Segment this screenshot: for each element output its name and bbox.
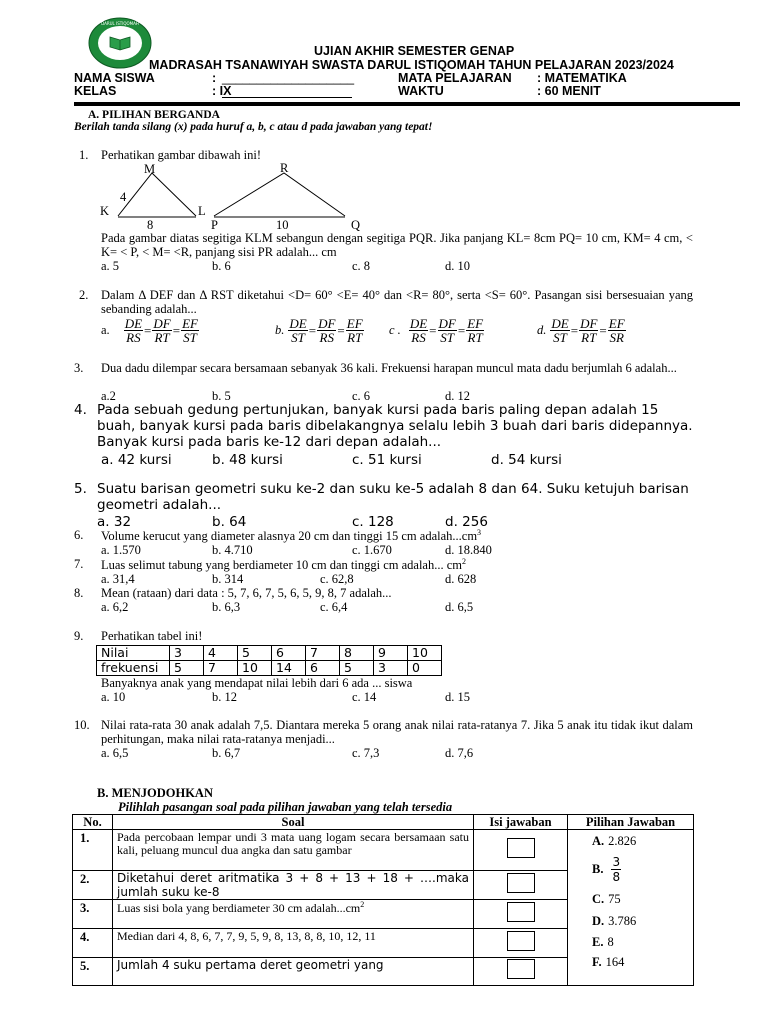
q10-text: Nilai rata-rata 30 anak adalah 7,5. Diantara mereka 5 orang anak nilai rata-ratanya 7. Jika 5 anak itu tidak ikut dalam perhitungan, maka nilai rata-ratanya menjadi...	[101, 718, 693, 746]
q9-row-nilai	[97, 646, 442, 661]
section-b-title: B. MENJODOHKAN	[97, 786, 213, 800]
q7-text-body: Luas selimut tabung yang berdiameter 10 cm dan tinggi cm adalah... cm	[101, 558, 463, 573]
q9-row-frekuensi	[97, 661, 442, 676]
choice-letter: D.	[592, 914, 605, 928]
q10-option-d[interactable]: d. 7,6	[445, 746, 474, 760]
q6-number: 6.	[74, 528, 84, 542]
frac-num: DE	[551, 316, 569, 331]
q5-option-d[interactable]: d. 256	[445, 514, 488, 530]
svg-text:DARUL ISTIQOMAH: DARUL ISTIQOMAH	[101, 21, 139, 26]
frac-num: DF	[438, 316, 456, 331]
kelas-value: : IX	[212, 84, 232, 98]
answer-box[interactable]	[507, 873, 535, 893]
col-header-pilihan-jawaban: Pilihan Jawaban	[568, 815, 694, 830]
frac-num: DE	[409, 316, 428, 331]
q2-option-b[interactable]	[275, 317, 364, 344]
q8-option-d[interactable]: d. 6,5	[445, 600, 474, 614]
frac-den: RT	[581, 330, 597, 345]
section-a-instruction: Berilah tanda silang (x) pada huruf a, b, c atau d pada jawaban yang tepat!	[74, 121, 433, 133]
table-row	[73, 830, 694, 871]
table-cell: 7	[204, 661, 238, 676]
q1-option-a[interactable]: a. 5	[101, 259, 120, 273]
q3-option-d[interactable]: d. 12	[445, 389, 470, 403]
q1-label-kl: 8	[147, 218, 154, 232]
q1-label-r: R	[280, 161, 289, 175]
choice-c	[592, 888, 692, 910]
frac-den: ST	[183, 330, 197, 345]
q3-option-c[interactable]: c. 6	[352, 389, 371, 403]
row-number: 1.	[73, 830, 113, 871]
q2-text: Dalam Δ DEF dan Δ RST diketahui <D= 60° <E= 40° dan <R= 80°, serta <S= 60°. Pasangan sisi bersesuaian yang sebanding adalah...	[101, 288, 693, 316]
section-b-instruction: Pilihlah pasangan soal pada pilihan jawaban yang telah tersedia	[118, 800, 453, 814]
table-cell: 5	[170, 661, 204, 676]
table-cell: 5	[238, 646, 272, 661]
row-soal: Pada percobaan lempar undi 3 mata uang logam secara bersamaan satu kali, peluang muncul dua angka dan satu gambar	[113, 830, 474, 871]
choice-a	[592, 832, 692, 850]
q1-label-k: K	[100, 204, 110, 218]
mapel-value: : MATEMATIKA	[537, 71, 627, 85]
nama-label: NAMA SISWA	[74, 71, 155, 85]
table-cell: 5	[340, 661, 374, 676]
mapel-label: MATA PELAJARAN	[398, 71, 512, 85]
q5-option-a[interactable]: a. 32	[97, 514, 132, 530]
q2-option-a[interactable]	[101, 317, 199, 344]
school-logo	[88, 17, 152, 69]
matching-table-header	[73, 815, 694, 830]
q6-option-b[interactable]: b. 4.710	[212, 543, 253, 557]
col-header-soal: Soal	[113, 815, 474, 830]
q1-label-p: P	[211, 218, 218, 232]
row-soal: Jumlah 4 suku pertama deret geometri yang	[113, 958, 474, 986]
frac-num: EF	[608, 316, 625, 331]
q1-label-km: 4	[120, 190, 127, 204]
choice-letter: E.	[592, 935, 604, 949]
answer-cell[interactable]	[474, 900, 568, 929]
answer-box[interactable]	[507, 838, 535, 858]
q7-unit-exponent: 2	[462, 557, 467, 566]
row-soal-text: Luas sisi bola yang berdiameter 30 cm adalah...cm	[117, 901, 361, 915]
equals-sign: =	[429, 322, 437, 338]
matching-table	[72, 814, 694, 986]
choice-value: 75	[608, 892, 621, 906]
q4-text: Pada sebuah gedung pertunjukan, banyak kursi pada baris paling depan adalah 15 buah, banyak kursi pada baris dibelakangnya selalu lebih 3 buah dari baris didepannya. Banyak kursi pada baris ke-12 dari depan adalah...	[97, 402, 693, 450]
frac-den: ST	[553, 330, 567, 345]
q1-option-c[interactable]: c. 8	[352, 259, 371, 273]
q7-option-b[interactable]: b. 314	[212, 572, 244, 586]
row-number: 3.	[73, 900, 113, 929]
equals-sign: =	[457, 322, 466, 338]
choice-letter: C.	[592, 892, 605, 906]
frac-den: ST	[291, 330, 305, 345]
frac-num: DE	[124, 316, 143, 331]
frac-den: SR	[609, 330, 624, 345]
q5-text: Suatu barisan geometri suku ke-2 dan suku ke-5 adalah 8 dan 64. Suku ketujuh barisan geometri adalah...	[97, 481, 689, 513]
q2-option-d[interactable]	[537, 317, 626, 344]
frac-num: DF	[153, 316, 171, 331]
answer-box[interactable]	[507, 931, 535, 951]
choice-letter: A.	[592, 834, 605, 848]
frac-num: EF	[346, 316, 363, 331]
q8-option-c[interactable]: c. 6,4	[320, 600, 348, 614]
choice-value: 3.786	[608, 914, 637, 928]
q5-option-b[interactable]: b. 64	[212, 514, 247, 530]
q6-text-body: Volume kerucut yang diameter alasnya 20 cm dan tinggi 15 cm adalah...cm	[101, 529, 478, 544]
answer-cell[interactable]	[474, 929, 568, 958]
q9-option-a[interactable]: a. 10	[101, 690, 126, 704]
q3-option-a[interactable]: a.2	[101, 389, 116, 403]
q6-option-c[interactable]: c. 1.670	[352, 543, 392, 557]
table-cell: 9	[374, 646, 408, 661]
q9-frequency-table	[96, 645, 442, 676]
equals-sign: =	[570, 322, 579, 338]
nama-field[interactable]: ___________________	[222, 71, 355, 85]
q9-option-b[interactable]: b. 12	[212, 690, 237, 704]
q9-option-c[interactable]: c. 14	[352, 690, 377, 704]
school-name: MADRASAH TSANAWIYAH SWASTA DARUL ISTIQOMAH TAHUN PELAJARAN 2023/2024	[149, 58, 674, 72]
col-header-isi-jawaban: Isi jawaban	[474, 815, 568, 830]
table-cell: Nilai	[97, 646, 170, 661]
answer-cell[interactable]	[474, 871, 568, 900]
q10-option-b[interactable]: b. 6,7	[212, 746, 241, 760]
q1-label-l: L	[198, 204, 206, 218]
q1-triangle-figure	[95, 160, 365, 232]
q1-label-pq: 10	[276, 218, 289, 232]
row-soal: Median dari 4, 8, 6, 7, 7, 9, 5, 9, 8, 13, 8, 8, 10, 12, 11	[113, 929, 474, 958]
q9-text: Perhatikan tabel ini!	[101, 629, 203, 643]
q7-option-c[interactable]: c. 62,8	[320, 572, 354, 586]
q6-option-d[interactable]: d. 18.840	[445, 543, 492, 557]
table-cell: 6	[272, 646, 306, 661]
q6-text	[101, 528, 481, 544]
frac-den: RS	[319, 330, 334, 345]
answer-cell[interactable]	[474, 958, 568, 986]
choice-letter: B.	[592, 861, 604, 876]
q1-option-d[interactable]: d. 10	[445, 259, 470, 273]
q4-option-d[interactable]: d. 54 kursi	[491, 452, 562, 468]
frac-den: RS	[411, 330, 426, 345]
answer-box[interactable]	[507, 902, 535, 922]
table-cell: 8	[340, 646, 374, 661]
table-cell: 6	[306, 661, 340, 676]
answer-box[interactable]	[507, 959, 535, 979]
q10-number: 10.	[74, 718, 90, 732]
waktu-value: : 60 MENIT	[537, 84, 601, 98]
q5-option-c[interactable]: c. 128	[352, 514, 394, 530]
choice-value: 8	[607, 935, 614, 949]
q7-option-d[interactable]: d. 628	[445, 572, 477, 586]
waktu-label: WAKTU	[398, 84, 444, 98]
choice-num: 3	[612, 854, 621, 869]
q8-text: Mean (rataan) dari data : 5, 7, 6, 7, 5, 6, 5, 9, 8, 7 adalah...	[101, 586, 392, 600]
section-a-title: A. PILIHAN BERGANDA	[88, 109, 220, 121]
frac-den: RT	[467, 330, 483, 345]
table-cell: 3	[170, 646, 204, 661]
q8-option-b[interactable]: b. 6,3	[212, 600, 241, 614]
q10-option-a[interactable]: a. 6,5	[101, 746, 129, 760]
row-soal: Diketahui deret aritmatika 3 + 8 + 13 + 18 + ….maka jumlah suku ke-8	[113, 871, 474, 900]
table-cell: 0	[408, 661, 442, 676]
q1-option-b[interactable]: b. 6	[212, 259, 231, 273]
equals-sign: =	[308, 322, 317, 338]
q7-text	[101, 557, 466, 573]
choice-den: 8	[612, 869, 621, 884]
q10-option-c[interactable]: c. 7,3	[352, 746, 380, 760]
choice-f	[592, 952, 692, 972]
q6-unit-exponent: 3	[477, 528, 482, 537]
q4-option-b[interactable]: b. 48 kursi	[212, 452, 283, 468]
frac-den: RT	[154, 330, 170, 345]
choice-letter: F.	[592, 955, 602, 969]
q9-number: 9.	[74, 629, 84, 643]
frac-den: RT	[347, 330, 363, 345]
q6-option-a[interactable]: a. 1.570	[101, 543, 141, 557]
q2-option-b-label: b.	[275, 323, 285, 337]
frac-num: EF	[467, 316, 484, 331]
equals-sign: =	[599, 322, 607, 338]
q3-option-b[interactable]: b. 5	[212, 389, 231, 403]
q4-option-a[interactable]: a. 42 kursi	[101, 452, 172, 468]
table-cell: 3	[374, 661, 408, 676]
choice-b	[592, 850, 692, 888]
row-number: 4.	[73, 929, 113, 958]
q2-option-c[interactable]	[389, 317, 484, 344]
header-divider	[74, 102, 740, 106]
table-cell: 7	[306, 646, 340, 661]
row-number: 2.	[73, 871, 113, 900]
q1-label-q: Q	[351, 218, 361, 232]
exam-title: UJIAN AKHIR SEMESTER GENAP	[314, 44, 515, 58]
q7-number: 7.	[74, 557, 84, 571]
q2-option-c-label: c .	[389, 323, 401, 337]
q8-number: 8.	[74, 586, 84, 600]
q9-body: Banyaknya anak yang mendapat nilai lebih dari 6 ada ... siswa	[101, 676, 413, 690]
q8-option-a[interactable]: a. 6,2	[101, 600, 129, 614]
q3-text: Dua dadu dilempar secara bersamaan sebanyak 36 kali. Frekuensi harapan muncul mata dadu berjumlah 6 adalah...	[101, 361, 677, 375]
q2-option-a-label: a.	[101, 323, 110, 337]
q5-number: 5.	[74, 481, 87, 497]
choice-value: 2.826	[608, 834, 637, 848]
equals-sign: =	[172, 322, 181, 338]
q4-number: 4.	[74, 402, 87, 418]
answer-cell[interactable]	[474, 830, 568, 871]
q9-option-d[interactable]: d. 15	[445, 690, 470, 704]
table-cell: 10	[408, 646, 442, 661]
frac-num: DF	[318, 316, 336, 331]
frac-num: EF	[182, 316, 198, 331]
kelas-label: KELAS	[74, 84, 117, 98]
frac-den: RS	[126, 330, 141, 345]
q1-text: Perhatikan gambar dibawah ini!	[101, 148, 262, 162]
choice-e	[592, 931, 692, 952]
q1-label-m: M	[144, 162, 156, 176]
frac-num: DF	[580, 316, 598, 331]
equals-sign: =	[337, 322, 345, 338]
col-header-no: No.	[73, 815, 113, 830]
q2-number: 2.	[79, 288, 89, 302]
q7-option-a[interactable]: a. 31,4	[101, 572, 135, 586]
nama-colon: :	[212, 71, 217, 85]
choice-d	[592, 910, 692, 931]
equals-sign: =	[144, 322, 152, 338]
kelas-underline	[222, 97, 352, 98]
unit-exponent: 2	[360, 900, 365, 909]
frac-den: ST	[440, 330, 455, 345]
table-cell: 14	[272, 661, 306, 676]
row-number: 5.	[73, 958, 113, 986]
choices-cell	[568, 830, 694, 986]
row-soal	[113, 900, 474, 929]
table-cell: 10	[238, 661, 272, 676]
q2-option-d-label: d.	[537, 323, 547, 337]
q1-body: Pada gambar diatas segitiga KLM sebangun dengan segitiga PQR. Jika panjang KL= 8cm PQ= 10 cm, KM= 4 cm, < K= < P, < M= <R, panjang sisi PR adalah... cm	[101, 231, 693, 259]
q1-number: 1.	[79, 148, 89, 162]
table-cell: frekuensi	[97, 661, 170, 676]
choice-value: 164	[605, 955, 625, 969]
q3-number: 3.	[74, 361, 84, 375]
q4-option-c[interactable]: c. 51 kursi	[352, 452, 422, 468]
table-cell: 4	[204, 646, 238, 661]
frac-num: DE	[289, 316, 307, 331]
